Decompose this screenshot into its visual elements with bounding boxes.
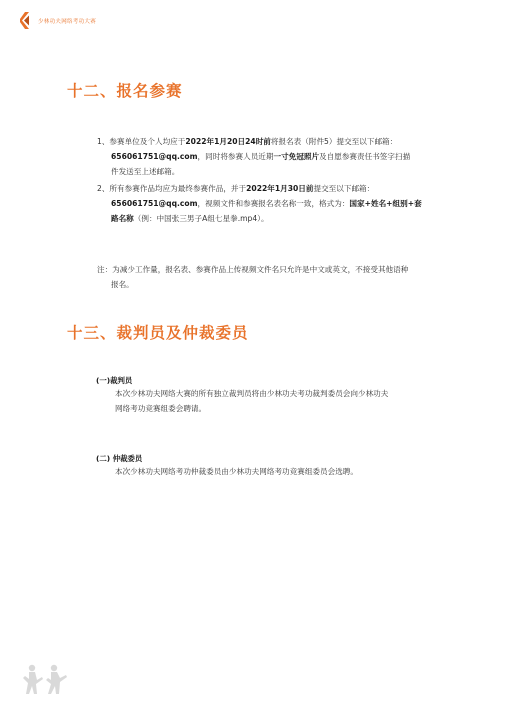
registration-item-1	[97, 134, 410, 179]
section-12-title: 十二、报名参赛	[67, 82, 183, 100]
item-1-line-1: 1、参赛单位及个人均应于2022年1月20日24时前将报名表（附件5）提交至以下邮箱：	[97, 137, 398, 146]
arbitration-subheading: (二) 仲裁委员	[96, 454, 143, 463]
registration-item-2	[97, 181, 422, 226]
referee-paragraph	[115, 386, 388, 416]
item-1-line-2: 656061751@qq.com，同时将参赛人员近期一寸免冠照片及自愿参赛责任书签字扫描	[111, 152, 411, 161]
email-2: 656061751@qq.com	[111, 199, 198, 208]
item-1-line-3: 件发送至上述邮箱。	[111, 167, 180, 176]
file-format: 国家+姓名+组别+套	[349, 199, 422, 208]
referee-line-1: 本次少林功夫网络大赛的所有独立裁判员将由少林功夫考功裁判委员会向少林功夫	[115, 389, 389, 398]
registration-note	[97, 262, 408, 292]
referee-line-2: 网络考功竞赛组委会聘请。	[115, 404, 207, 413]
arbitration-line-1: 本次少林功夫网络考功仲裁委员由少林功夫网络考功竞赛组委员会选聘。	[115, 467, 358, 476]
item-2-line-2: 656061751@qq.com，视频文件和参赛报名表名称一致，格式为：国家+姓名+组别+套	[111, 199, 422, 208]
deadline-1: 2022年1月20日24时前	[185, 137, 271, 146]
section-13-title: 十三、裁判员及仲裁委员	[67, 324, 249, 342]
kungfu-figures-watermark-icon	[20, 663, 68, 697]
item-2-line-1: 2、所有参赛作品均应为最终参赛作品，并于2022年1月30日前提交至以下邮箱：	[97, 184, 375, 193]
orange-chevron-logo-icon	[20, 12, 30, 29]
referee-subheading: (一)裁判员	[96, 376, 133, 385]
arbitration-paragraph	[115, 464, 358, 479]
note-line-1: 注：为减少工作量，报名表、参赛作品上传视频文件名只允许是中文或英文，不接受其他语种	[97, 265, 409, 274]
item-2-line-3: 路名称（例：中国张三男子A组七星拳.mp4）。	[111, 214, 269, 223]
header-title: 少林功夫网络考功大赛	[38, 18, 97, 25]
deadline-2: 2022年1月30日前	[246, 184, 314, 193]
email-1: 656061751@qq.com	[111, 152, 198, 161]
note-line-2: 报名。	[111, 280, 134, 289]
photo-requirement: 一寸免冠照片	[273, 152, 320, 161]
page-header	[20, 12, 96, 29]
